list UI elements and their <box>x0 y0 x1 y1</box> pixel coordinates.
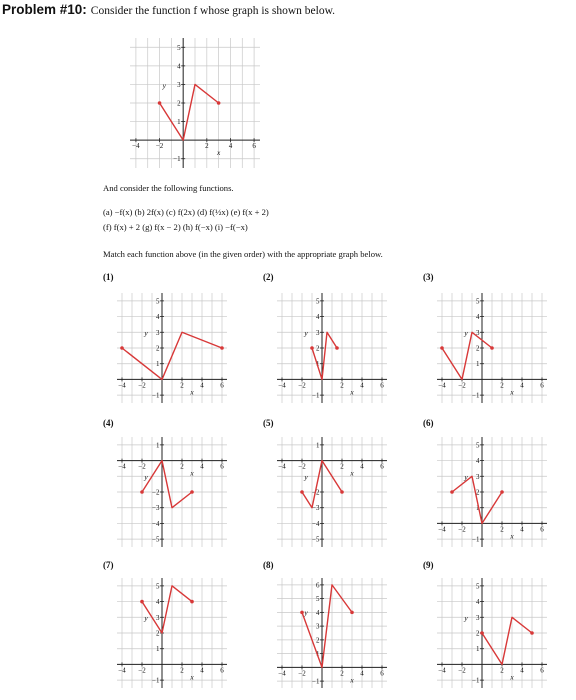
x-tick-label: 2 <box>340 669 344 678</box>
y-tick-label: 2 <box>156 344 160 353</box>
x-tick-label: −2 <box>138 666 146 675</box>
graph-label-9: (9) <box>423 560 434 570</box>
y-tick-label: 5 <box>156 582 160 591</box>
x-tick-label: 2 <box>340 381 344 390</box>
y-tick-label: 3 <box>316 622 320 631</box>
x-tick-label: 4 <box>200 462 204 471</box>
x-tick-label: 2 <box>340 462 344 471</box>
grid-lines <box>117 293 227 403</box>
x-axis-label: x <box>510 387 514 397</box>
curve-start-point <box>310 346 314 350</box>
problem-statement: Consider the function f whose graph is shown below. <box>90 5 336 17</box>
x-tick-label: 6 <box>220 381 224 390</box>
y-tick-label: 2 <box>476 629 480 638</box>
y-tick-label: 1 <box>156 360 160 369</box>
y-tick-label: −1 <box>472 391 480 400</box>
x-tick-label: 2 <box>180 381 184 390</box>
x-axis-label: x <box>510 672 514 682</box>
x-tick-label: 2 <box>500 666 504 675</box>
x-tick-label: −4 <box>118 381 126 390</box>
match-instructions: Match each function above (in the given order) with the appropriate graph below. <box>103 249 383 259</box>
curve-start-point <box>450 490 454 494</box>
x-tick-label: 4 <box>360 462 364 471</box>
graph-2 <box>267 283 397 413</box>
y-tick-label: 3 <box>476 613 480 622</box>
graph-label-6: (6) <box>423 418 434 428</box>
y-axis-label: y <box>304 472 308 482</box>
x-tick-label: −2 <box>298 462 306 471</box>
y-tick-label: 5 <box>156 297 160 306</box>
x-tick-label: −2 <box>458 666 466 675</box>
y-tick-label: 6 <box>316 581 320 590</box>
curve-end-point <box>500 490 504 494</box>
grid-lines <box>277 293 387 403</box>
function-curve <box>442 332 492 379</box>
x-tick-label: −4 <box>278 462 286 471</box>
y-axis-label: y <box>162 81 166 91</box>
graph-label-5: (5) <box>263 418 274 428</box>
problem-header <box>2 2 335 17</box>
curve-start-point <box>140 490 144 494</box>
x-tick-label: −4 <box>438 525 446 534</box>
x-tick-label: 6 <box>252 142 256 151</box>
y-tick-label: 2 <box>156 629 160 638</box>
x-tick-label: −2 <box>458 381 466 390</box>
grid-lines <box>277 578 387 688</box>
graph-label-8: (8) <box>263 560 274 570</box>
y-tick-label: 4 <box>476 313 480 322</box>
y-axis-label: y <box>144 328 148 338</box>
y-tick-label: 2 <box>476 344 480 353</box>
x-tick-label: 4 <box>360 669 364 678</box>
grid-lines <box>130 38 260 168</box>
y-tick-label: 1 <box>177 118 181 127</box>
x-tick-label: 6 <box>380 381 384 390</box>
x-tick-label: 6 <box>220 462 224 471</box>
curve-end-point <box>220 346 224 350</box>
grid-lines <box>277 437 387 547</box>
y-tick-label: 2 <box>316 636 320 645</box>
x-tick-label: −2 <box>298 381 306 390</box>
y-tick-label: 4 <box>156 313 160 322</box>
curve-start-point <box>140 600 144 604</box>
curve-start-point <box>158 101 162 105</box>
x-tick-label: 6 <box>540 381 544 390</box>
x-axis-label: x <box>350 675 354 685</box>
x-axis-label: x <box>350 387 354 397</box>
problem-label: Problem #10: <box>2 2 87 17</box>
x-tick-label: −2 <box>298 669 306 678</box>
y-tick-label: −5 <box>312 535 320 544</box>
y-tick-label: 5 <box>316 297 320 306</box>
x-axis-label: x <box>190 468 194 478</box>
function-curve <box>160 84 219 140</box>
x-tick-label: −2 <box>458 525 466 534</box>
graph-label-3: (3) <box>423 272 434 282</box>
curve-end-point <box>217 101 221 105</box>
x-tick-label: 2 <box>180 462 184 471</box>
functions-list-line2: (f) f(x) + 2 (g) f(x − 2) (h) f(−x) (i) −f(−x) <box>103 222 248 232</box>
x-tick-label: 4 <box>200 666 204 675</box>
y-tick-label: −5 <box>152 535 160 544</box>
y-tick-label: 2 <box>476 488 480 497</box>
y-tick-label: 5 <box>177 43 181 52</box>
y-axis-label: y <box>464 472 468 482</box>
x-tick-label: 2 <box>500 525 504 534</box>
function-curve <box>142 586 192 633</box>
x-tick-label: 6 <box>380 462 384 471</box>
y-tick-label: 3 <box>316 328 320 337</box>
y-tick-label: −4 <box>312 519 320 528</box>
y-tick-label: 4 <box>316 313 320 322</box>
curve-start-point <box>120 346 124 350</box>
x-tick-label: −4 <box>118 462 126 471</box>
grid-lines <box>117 437 227 547</box>
y-axis-label: y <box>144 472 148 482</box>
y-tick-label: 3 <box>177 80 181 89</box>
x-axis-label: x <box>190 387 194 397</box>
function-curve <box>312 332 337 379</box>
graph-3 <box>427 283 557 413</box>
y-tick-label: 1 <box>316 360 320 369</box>
y-tick-label: 5 <box>476 582 480 591</box>
x-axis-label: x <box>510 531 514 541</box>
y-tick-label: 5 <box>476 441 480 450</box>
graph-label-1: (1) <box>103 272 114 282</box>
grid-lines <box>117 578 227 688</box>
x-tick-label: −4 <box>118 666 126 675</box>
y-tick-label: −3 <box>152 504 160 513</box>
curve-end-point <box>335 346 339 350</box>
curve-end-point <box>350 611 354 615</box>
y-tick-label: 1 <box>156 441 160 450</box>
intro-text: And consider the following functions. <box>103 183 234 193</box>
curve-end-point <box>490 346 494 350</box>
y-tick-label: 4 <box>316 608 320 617</box>
curve-end-point <box>530 631 534 635</box>
y-tick-label: 1 <box>156 645 160 654</box>
graph-7 <box>107 568 237 698</box>
graph-label-2: (2) <box>263 272 274 282</box>
curve-start-point <box>480 631 484 635</box>
y-tick-label: 5 <box>316 595 320 604</box>
y-tick-label: 3 <box>156 613 160 622</box>
graph-4 <box>107 427 237 557</box>
x-tick-label: 4 <box>228 142 233 151</box>
y-tick-label: 5 <box>476 297 480 306</box>
graph-6 <box>427 427 557 557</box>
function-curve <box>482 617 532 664</box>
y-tick-label: 3 <box>476 328 480 337</box>
x-tick-label: 2 <box>205 142 209 151</box>
y-tick-label: 4 <box>476 457 480 466</box>
main-function-graph <box>120 28 270 178</box>
x-tick-label: −4 <box>438 381 446 390</box>
y-tick-label: −1 <box>312 677 320 686</box>
y-tick-label: −3 <box>312 504 320 513</box>
y-tick-label: 2 <box>316 344 320 353</box>
graph-9 <box>427 568 557 698</box>
y-axis-label: y <box>464 613 468 623</box>
y-tick-label: −1 <box>312 391 320 400</box>
y-axis-label: y <box>304 608 308 618</box>
y-tick-label: −1 <box>152 676 160 685</box>
x-tick-label: 4 <box>200 381 204 390</box>
graph-1 <box>107 283 237 413</box>
x-tick-label: 4 <box>520 666 524 675</box>
x-tick-label: 6 <box>380 669 384 678</box>
y-axis-label: y <box>464 328 468 338</box>
y-tick-label: 4 <box>156 598 160 607</box>
graph-label-7: (7) <box>103 560 114 570</box>
x-axis-label: x <box>190 672 194 682</box>
x-tick-label: −2 <box>138 381 146 390</box>
x-tick-label: −4 <box>278 381 286 390</box>
functions-list-line1: (a) −f(x) (b) 2f(x) (c) f(2x) (d) f(½x) (e) f(x + 2) <box>103 207 269 217</box>
x-tick-label: 4 <box>360 381 364 390</box>
curve-start-point <box>440 346 444 350</box>
y-tick-label: 1 <box>316 650 320 659</box>
curve-end-point <box>190 490 194 494</box>
y-tick-label: 1 <box>316 441 320 450</box>
y-tick-label: 4 <box>177 62 181 71</box>
y-tick-label: −1 <box>173 155 181 164</box>
y-tick-label: 1 <box>476 360 480 369</box>
y-tick-label: 1 <box>476 504 480 513</box>
x-tick-label: 6 <box>220 666 224 675</box>
y-axis-label: y <box>304 328 308 338</box>
y-axis-label: y <box>144 613 148 623</box>
y-tick-label: 3 <box>156 328 160 337</box>
x-tick-label: 6 <box>540 525 544 534</box>
y-tick-label: −1 <box>472 535 480 544</box>
curve-end-point <box>340 490 344 494</box>
y-tick-label: 4 <box>476 598 480 607</box>
x-tick-label: −2 <box>155 142 164 151</box>
x-axis-label: x <box>216 148 221 158</box>
graph-label-4: (4) <box>103 418 114 428</box>
y-tick-label: −2 <box>152 488 160 497</box>
y-tick-label: −1 <box>152 391 160 400</box>
x-axis-label: x <box>350 468 354 478</box>
x-tick-label: 2 <box>180 666 184 675</box>
curve-end-point <box>190 600 194 604</box>
y-tick-label: 2 <box>177 99 181 108</box>
x-tick-label: 2 <box>500 381 504 390</box>
graph-5 <box>267 427 397 557</box>
graph-8 <box>267 568 397 698</box>
function-curve <box>452 476 502 523</box>
x-tick-label: −4 <box>278 669 286 678</box>
curve-start-point <box>300 490 304 494</box>
x-tick-label: −4 <box>438 666 446 675</box>
x-tick-label: −2 <box>138 462 146 471</box>
x-tick-label: −4 <box>132 142 140 151</box>
y-tick-label: −1 <box>472 676 480 685</box>
y-tick-label: −2 <box>312 488 320 497</box>
x-tick-label: 4 <box>520 381 524 390</box>
y-tick-label: −4 <box>152 519 160 528</box>
curve-start-point <box>300 611 304 615</box>
y-tick-label: 1 <box>476 645 480 654</box>
function-curve <box>142 461 192 508</box>
x-tick-label: 6 <box>540 666 544 675</box>
x-tick-label: 4 <box>520 525 524 534</box>
y-tick-label: 3 <box>476 472 480 481</box>
